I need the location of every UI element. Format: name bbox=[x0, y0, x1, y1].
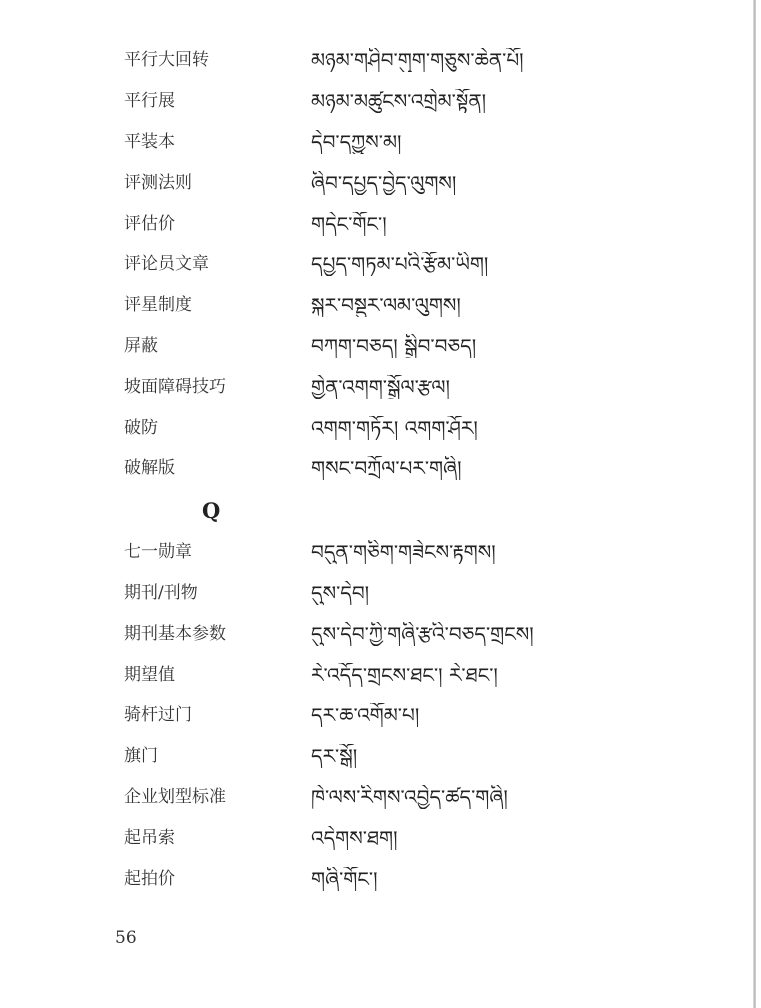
chinese-term: 骑杆过门 bbox=[124, 705, 192, 726]
entry-row bbox=[124, 448, 744, 489]
chinese-term: 七一勋章 bbox=[124, 542, 192, 563]
tibetan-term: སྐར་བསྡུར་ལམ་ལུགས། bbox=[311, 293, 461, 318]
chinese-term: 破解版 bbox=[124, 458, 175, 479]
page-edge-line bbox=[753, 0, 756, 1008]
tibetan-term: དེབ་དཀྱུས་མ། bbox=[311, 129, 402, 154]
entry-row bbox=[124, 613, 744, 654]
chinese-term: 平装本 bbox=[124, 131, 175, 152]
chinese-term: 起吊索 bbox=[124, 827, 175, 848]
chinese-term: 屏蔽 bbox=[124, 335, 158, 356]
section-letter-heading: Q bbox=[202, 497, 221, 523]
tibetan-term: དུས་དེབ། bbox=[311, 580, 370, 605]
chinese-term: 评测法则 bbox=[124, 172, 192, 193]
entry-row bbox=[124, 203, 744, 244]
tibetan-term: དར་ཆ་འགོམ་པ། bbox=[311, 703, 420, 728]
tibetan-term: གཞི་གོང་། bbox=[311, 866, 378, 891]
chinese-term: 起拍价 bbox=[124, 868, 175, 889]
tibetan-term: གྱེན་འགག་སྒྲོལ་རྩལ། bbox=[311, 374, 450, 399]
chinese-term: 旗门 bbox=[124, 746, 158, 767]
tibetan-term: ཞིབ་དཔྱད་བྱེད་ལུགས། bbox=[311, 170, 457, 195]
tibetan-term: མཉམ་གཤིབ་གུག་གཅུས་ཆེན་པོ། bbox=[311, 48, 524, 73]
chinese-term: 企业划型标准 bbox=[124, 786, 226, 807]
entry-row bbox=[124, 817, 744, 858]
chinese-term: 评论员文章 bbox=[124, 254, 209, 275]
tibetan-term: འགག་གཏོར། འགག་ཤོར། bbox=[311, 415, 478, 440]
entry-row bbox=[124, 654, 744, 695]
entry-row bbox=[124, 777, 744, 818]
entry-row bbox=[124, 162, 744, 203]
chinese-term: 平行展 bbox=[124, 91, 175, 112]
chinese-term: 期刊/刊物 bbox=[124, 582, 198, 603]
entry-row bbox=[124, 40, 744, 81]
chinese-term: 评星制度 bbox=[124, 295, 192, 316]
chinese-term: 评估价 bbox=[124, 213, 175, 234]
entry-row bbox=[124, 858, 744, 899]
chinese-term: 坡面障碍技巧 bbox=[124, 376, 226, 397]
tibetan-term: གདེང་གོང་། bbox=[311, 211, 387, 236]
tibetan-term: འདེགས་ཐག། bbox=[311, 825, 398, 850]
tibetan-term: དུས་དེབ་ཀྱི་གཞི་རྩའི་བཅད་གྲངས། bbox=[311, 621, 534, 646]
page-number: 56 bbox=[115, 928, 137, 948]
chinese-term: 期望值 bbox=[124, 664, 175, 685]
tibetan-term: བཀག་བཅད། སྒྲིབ་བཅད། bbox=[311, 333, 477, 358]
entry-row bbox=[124, 407, 744, 448]
entry-row bbox=[124, 736, 744, 777]
chinese-term: 期刊基本参数 bbox=[124, 623, 226, 644]
entry-row bbox=[124, 81, 744, 122]
entry-row bbox=[124, 326, 744, 367]
entry-row bbox=[124, 122, 744, 163]
tibetan-term: བདུན་གཅིག་གཟེངས་རྟགས། bbox=[311, 540, 496, 565]
entry-row bbox=[124, 573, 744, 614]
entry-row bbox=[124, 695, 744, 736]
entry-row bbox=[124, 366, 744, 407]
chinese-term: 平行大回转 bbox=[124, 50, 209, 71]
tibetan-term: དཔྱད་གཏམ་པའི་རྩོམ་ཡིག། bbox=[311, 252, 489, 277]
tibetan-term: རེ་འདོད་གྲངས་ཐང་། རེ་ཐང་། bbox=[311, 662, 498, 687]
tibetan-term: ཁེ་ལས་རིགས་འབྱེད་ཚད་གཞི། bbox=[311, 784, 508, 809]
tibetan-term: མཉམ་མཚུངས་འགྲེམ་སྟོན། bbox=[311, 89, 487, 114]
tibetan-term: གསང་བཀྲོལ་པར་གཞི། bbox=[311, 456, 462, 481]
section-p bbox=[124, 40, 744, 489]
entry-row bbox=[124, 244, 744, 285]
entry-row bbox=[124, 285, 744, 326]
chinese-term: 破防 bbox=[124, 417, 158, 438]
tibetan-term: དར་སྒོ། bbox=[311, 744, 358, 769]
section-q bbox=[124, 489, 744, 899]
glossary-list bbox=[124, 40, 744, 899]
entry-row bbox=[124, 532, 744, 573]
